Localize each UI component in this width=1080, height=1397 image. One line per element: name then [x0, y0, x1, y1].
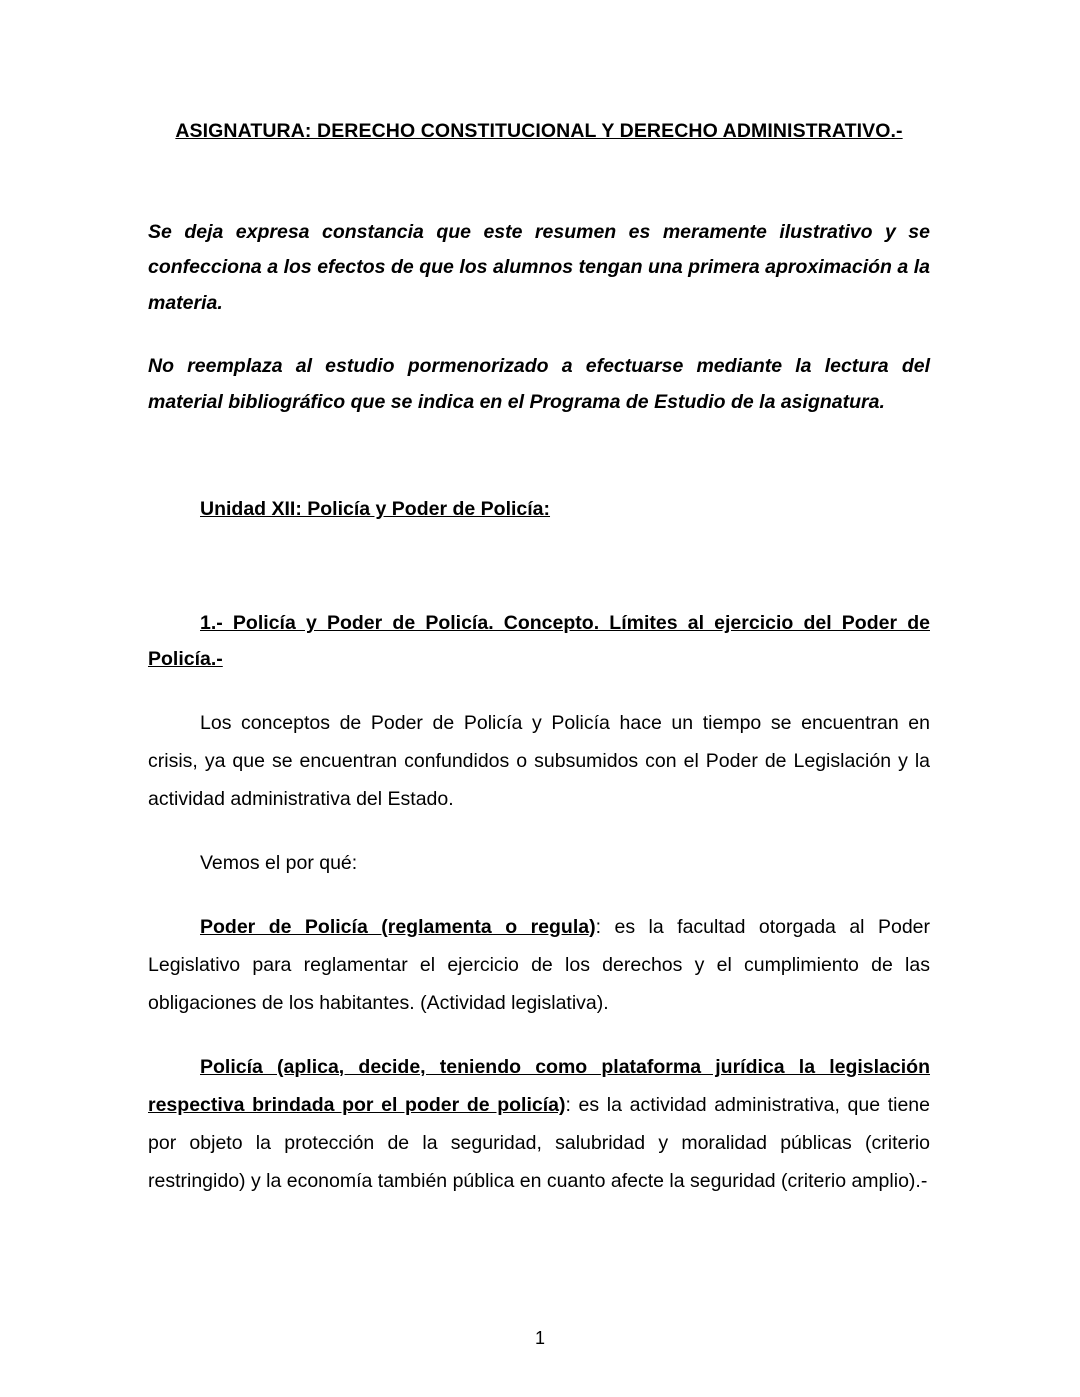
unit-heading: Unidad XII: Policía y Poder de Policía: — [200, 498, 551, 521]
page-title: ASIGNATURA: DERECHO CONSTITUCIONAL Y DERECHO ADMINISTRATIVO.- — [175, 120, 903, 142]
disclaimer-block — [148, 215, 930, 420]
body-paragraph-2-text: Vemos el por qué: — [200, 851, 358, 874]
disclaimer-paragraph-1: Se deja expresa constancia que este resumen es meramente ilustrativo y se confecciona a los efectos de que los alumnos tengan una primera aproximación a la materia. — [148, 221, 930, 314]
disclaimer-paragraph-2: No reemplaza al estudio pormenorizado a efectuarse mediante la lectura del material bibliográfico que se indica en el Programa de Estudio de la asignatura. — [148, 355, 930, 413]
body-paragraph-3-lead: Poder de Policía (reglamenta o regula) — [200, 915, 596, 938]
page-number: 1 — [534, 1328, 545, 1348]
body-paragraph-4-text: : es la actividad administrativa, que tiene por objeto la protección de la seguridad, salubridad y moralidad públicas (criterio restringido) y la economía también pública en cuanto afecte la seguridad (criterio amplio).- — [148, 1093, 930, 1192]
section-heading — [148, 605, 930, 677]
body-paragraph-3 — [148, 908, 930, 1022]
section-heading-text: 1.- Policía y Poder de Policía. Concepto. Límites al ejercicio del Poder de Policía.- — [148, 612, 930, 671]
body-paragraph-3-text: : es la facultad otorgada al Poder Legislativo para reglamentar el ejercicio de los derechos y el cumplimiento de las obligaciones de los habitantes. (Actividad legislativa). — [148, 915, 931, 1014]
body-paragraph-2 — [148, 844, 930, 882]
body-paragraph-1-text: Los conceptos de Poder de Policía y Policía hace un tiempo se encuentran en crisis, ya que se encuentran confundidos o subsumidos con el Poder de Legislación y la actividad administrativa del Estado. — [148, 711, 930, 810]
body-paragraph-4 — [148, 1048, 930, 1200]
body-paragraph-4-lead: Policía (aplica, decide, teniendo como plataforma jurídica la legislación respectiva brindada por el poder de policía) — [148, 1055, 930, 1116]
body-paragraph-1 — [148, 704, 930, 818]
